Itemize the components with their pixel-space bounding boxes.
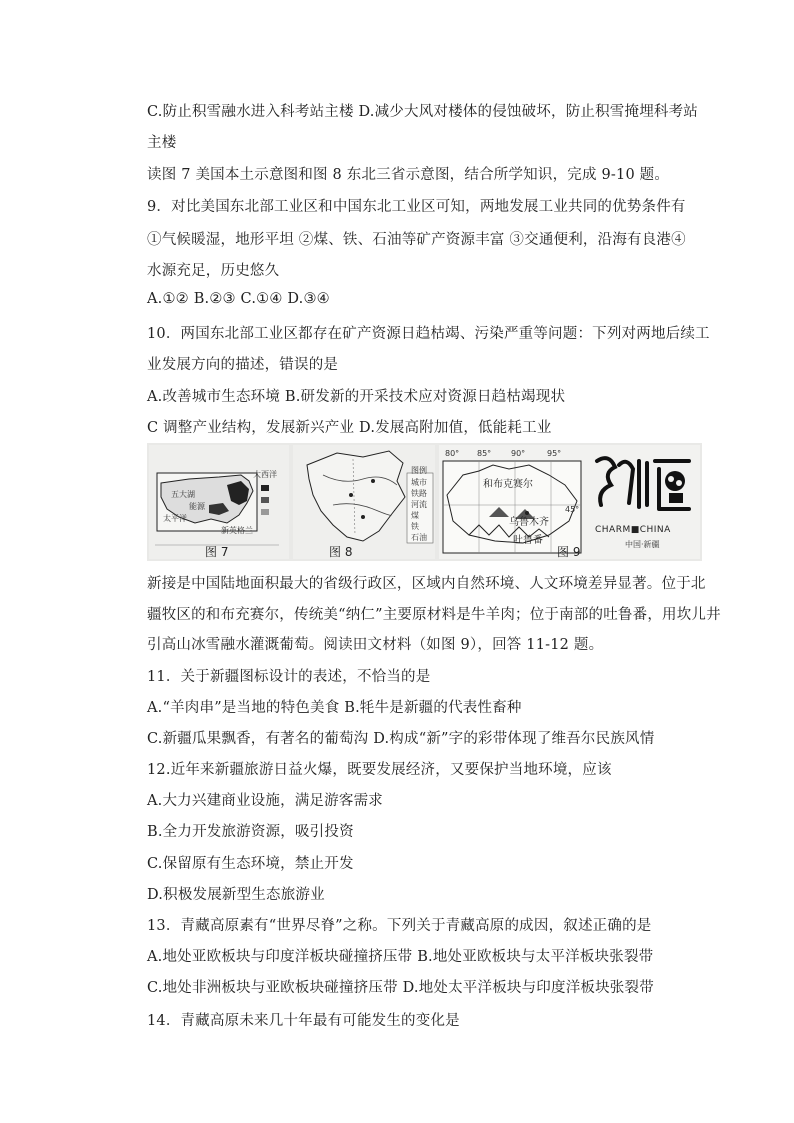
question-10-options-cd: C 调整产业结构，发展新兴产业 D.发展高附加值，低能耗工业 (147, 420, 552, 436)
xinjiang-logo-image (589, 451, 695, 521)
question-12: 12.近年来新疆旅游日益火爆，既要发展经济，又要保护当地环境，应该 (147, 762, 612, 778)
fig7-text-3: 新英格兰 (221, 526, 253, 535)
question-14: 14．青藏高原未来几十年最有可能发生的变化是 (147, 1013, 460, 1029)
question-10-cont: 业发展方向的描述，错误的是 (147, 357, 339, 373)
text-line-1: C.防止积雪融水进入科考站主楼 D.减少大风对楼体的侵蚀破坏，防止积雪掩埋科考站 (147, 104, 699, 120)
question-9: 9．对比美国东北部工业区和中国东北工业区可知，两地发展工业共同的优势条件有 (147, 199, 686, 215)
logo-brand-en: CHARM■CHINA (595, 525, 671, 535)
fig7-text-2: 能源 (189, 502, 205, 511)
xinjiang-paragraph-2: 疆牧区的和布充赛尔，传统美“纳仁”主要原材料是牛羊肉；位于南部的吐鲁番，用坎儿井 (147, 607, 721, 623)
fig7-text-5: 大西洋 (253, 470, 277, 479)
text-line-2: 主楼 (147, 135, 177, 151)
question-12-option-a: A.大力兴建商业设施，满足游客需求 (147, 793, 383, 809)
fig8-legend-item: 煤 (411, 511, 419, 520)
fig9-degree-95: 95° (547, 449, 562, 458)
us-map-image (149, 445, 289, 559)
question-13-options-cd: C.地处非洲板块与亚欧板块碰撞挤压带 D.地处太平洋板块与印度洋板块张裂带 (147, 980, 654, 996)
fig8-legend-item: 铁 (411, 522, 419, 531)
figure-strip (147, 443, 702, 561)
figure-9-panel (439, 445, 700, 559)
fig8-legend-item: 石油 (411, 533, 427, 542)
fig8-legend-item: 河流 (411, 500, 427, 509)
fig9-place-turpan: 吐鲁番 (513, 535, 543, 546)
xinjiang-map-image (439, 445, 585, 559)
logo-brand-cn: 中国·新疆 (625, 540, 660, 549)
question-12-option-c: C.保留原有生态环境，禁止开发 (147, 856, 354, 872)
fig8-legend-item: 城市 (411, 478, 427, 487)
question-9-items: ①气候暖湿，地形平坦 ②煤、铁、石油等矿产资源丰富 ③交通便利，沿海有良港④ (147, 232, 686, 248)
figure-9-caption: 图 9 (557, 545, 581, 559)
question-10-options-ab: A.改善城市生态环境 B.研发新的开采技术应对资源日趋枯竭现状 (147, 389, 566, 405)
question-9-items-cont: 水源充足，历史悠久 (147, 263, 280, 279)
fig9-degree-90: 90° (511, 449, 526, 458)
question-13: 13．青藏高原素有“世界尽脊”之称。下列关于青藏高原的成因，叙述正确的是 (147, 918, 652, 934)
figure-7-caption: 图 7 (205, 545, 229, 559)
fig9-place-urumqi: 乌鲁木齐 (509, 517, 549, 528)
figure-8-caption: 图 8 (329, 545, 353, 559)
question-11-options-ab: A.“羊肉串”是当地的特色美食 B.牦牛是新疆的代表性畜种 (147, 700, 522, 716)
question-11-options-cd: C.新疆瓜果飘香，有著名的葡萄沟 D.构成“新”字的彩带体现了维吾尔民族风情 (147, 731, 655, 747)
fig9-degree-80: 80° (445, 449, 460, 458)
question-12-option-d: D.积极发展新型生态旅游业 (147, 887, 325, 903)
xinjiang-paragraph-1: 新接是中国陆地面积最大的省级行政区，区域内自然环境、人文环境差异显著。位于北 (147, 576, 706, 592)
question-9-options: A.①② B.②③ C.①④ D.③④ (147, 291, 330, 307)
question-13-options-ab: A.地处亚欧板块与印度洋板块碰撞挤压带 B.地处亚欧板块与太平洋板块张裂带 (147, 949, 654, 965)
fig9-place-hebukesaier: 和布克赛尔 (483, 479, 533, 490)
figure-7-panel (149, 445, 289, 559)
figure-8-panel (293, 445, 435, 559)
fig9-degree-85: 85° (477, 449, 492, 458)
xinjiang-paragraph-3: 引高山冰雪融水灌溉葡萄。阅读田文材料（如图 9），回答 11-12 题。 (147, 637, 604, 653)
question-11: 11．关于新疆图标设计的表述，不恰当的是 (147, 669, 431, 685)
fig8-legend-title: 图例 (411, 466, 427, 475)
question-10: 10．两国东北部工业区都存在矿产资源日趋枯竭、污染严重等问题：下列对两地后续工 (147, 326, 710, 342)
fig7-text-1: 五大湖 (171, 490, 195, 499)
fig8-legend-item: 铁路 (411, 489, 427, 498)
text-line-3: 读图 7 美国本土示意图和图 8 东北三省示意图，结合所学知识，完成 9-10 题。 (147, 167, 670, 183)
fig9-degree-45: 45° (565, 505, 580, 514)
fig7-text-4: 太平洋 (163, 514, 187, 523)
question-12-option-b: B.全力开发旅游资源，吸引投资 (147, 824, 354, 840)
